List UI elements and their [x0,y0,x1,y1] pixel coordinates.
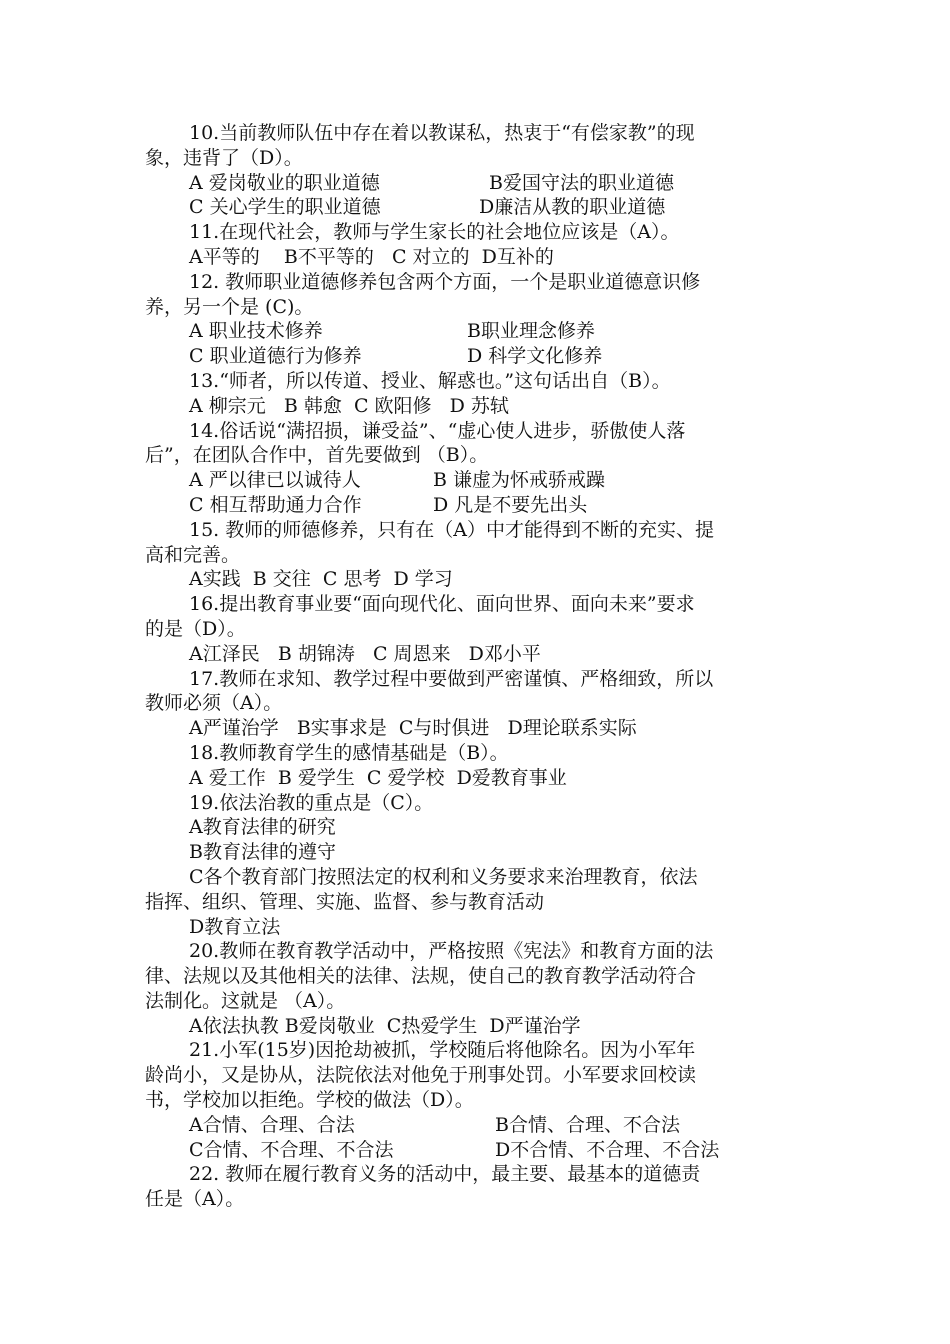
question-line: 20.教师在教育教学活动中，严格按照《宪法》和教育方面的法 [189,940,714,963]
option-a: A 职业技术修养 [189,320,323,343]
option-line: A江泽民 B 胡锦涛 C 周恩来 D邓小平 [189,642,541,665]
option-a: A 爱岗敬业的职业道德 [189,171,380,194]
option-line: A 柳宗元 B 韩愈 C 欧阳修 D 苏轼 [189,394,509,417]
question-line: 22. 教师在履行教育义务的活动中，最主要、最基本的道德责 [189,1163,701,1186]
option-a: C 相互帮助通力合作 [189,493,362,516]
option-b: B合情、合理、不合法 [495,1113,680,1136]
continuation-line: 龄尚小，又是协从，法院依法对他免于刑事处罚。小军要求回校读 [145,1064,697,1087]
option-a: C合情、不合理、不合法 [189,1138,394,1161]
option-line: A 爱工作 B 爱学生 C 爱学校 D爱教育事业 [189,766,567,789]
option-row [145,493,805,518]
option-line: A教育法律的研究 [189,816,336,839]
option-line: D教育立法 [189,915,281,938]
option-a: C 关心学生的职业道德 [189,196,381,219]
question-line: 16.提出教育事业要“面向现代化、面向世界、面向未来”要求 [189,593,695,616]
option-row [145,319,805,344]
document-page [145,121,805,1212]
question-line: 17.教师在求知、教学过程中要做到严密谨慎、严格细致，所以 [189,667,714,690]
option-b: B 谦虚为怀戒骄戒躁 [433,469,606,492]
question-line: 12. 教师职业道德修养包含两个方面，一个是职业道德意识修 [189,270,701,293]
option-line: C各个教育部门按照法定的权利和义务要求来治理教育，依法 [189,865,698,888]
option-b: B职业理念修养 [467,320,595,343]
option-row [145,171,805,196]
option-row [145,1138,805,1163]
continuation-line: 教师必须（A）。 [145,692,283,715]
continuation-line: 指挥、组织、管理、实施、监督、参与教育活动 [145,890,545,913]
continuation-line: 的是（D）。 [145,617,246,640]
option-row [145,1113,805,1138]
question-line: 13.“师者，所以传道、授业、解惑也。”这句话出自（B）。 [189,369,671,392]
option-a: A 严以律已以诚待人 [189,469,361,492]
question-line: 14.俗话说“满招损，谦受益”、“虚心使人进步，骄傲使人落 [189,419,686,442]
option-a: A合情、合理、合法 [189,1113,355,1136]
question-line: 10.当前教师队伍中存在着以教谋私，热衷于“有偿家教”的现 [189,122,695,144]
option-row [145,344,805,369]
continuation-line: 律、法规以及其他相关的法律、法规，使自己的教育教学活动符合 [145,965,697,988]
option-line: A依法执教 B爱岗敬业 C热爱学生 D严谨治学 [189,1014,581,1037]
option-line: A实践 B 交往 C 思考 D 学习 [189,568,453,591]
option-line: A严谨治学 B实事求是 C与时俱进 D理论联系实际 [189,717,637,740]
option-b: D 科学文化修养 [467,345,603,368]
continuation-line: 高和完善。 [145,543,241,566]
continuation-line: 养，另一个是 (C)。 [145,295,314,318]
continuation-line: 象，违背了（D）。 [145,146,303,169]
option-row [145,195,805,220]
option-line: A平等的 B不平等的 C 对立的 D互补的 [189,245,554,268]
option-b: B爱国守法的职业道德 [489,171,674,194]
option-b: D 凡是不要先出头 [433,493,588,516]
option-a: C 职业道德行为修养 [189,345,362,368]
question-line: 18.教师教育学生的感情基础是（B）。 [189,741,509,764]
continuation-line: 任是（A）。 [145,1188,245,1211]
option-row [145,468,805,493]
continuation-line: 后”，在团队合作中，首先要做到 （B）。 [145,444,489,467]
question-line: 21.小军(15岁)因抢劫被抓，学校随后将他除名。因为小军年 [189,1039,696,1062]
question-line: 11.在现代社会，教师与学生家长的社会地位应该是（A）。 [189,221,680,244]
option-b: D廉洁从教的职业道德 [479,196,666,219]
continuation-line: 书，学校加以拒绝。学校的做法（D）。 [145,1089,474,1112]
question-line: 15. 教师的师德修养，只有在（A）中才能得到不断的充实、提 [189,518,714,541]
option-b: D不合情、不合理、不合法 [495,1138,720,1161]
continuation-line: 法制化。这就是 （A）。 [145,989,346,1012]
question-line: 19.依法治教的重点是（C）。 [189,791,434,814]
option-line: B教育法律的遵守 [189,841,336,864]
